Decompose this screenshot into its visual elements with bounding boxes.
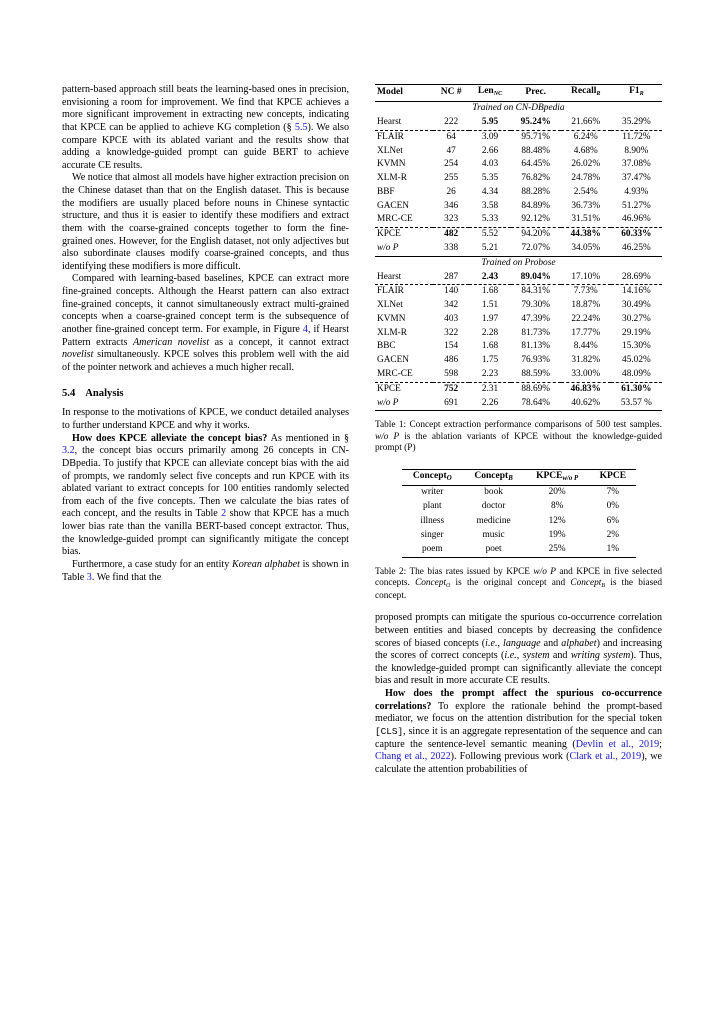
cell-len: 2.43 [481,271,499,282]
emphasis-text: system [522,650,550,662]
cell-recall: 24.78% [571,173,601,184]
paragraph-rp1: proposed prompts can mitigate the spurious co-occurrence correlation between entities and biased concepts by decreasing the confidence scores of biased concepts (i.e., language and alphabet) and increasing the scores of correct concepts (i.e., system and writing system). Thus, the knowledge-guided prompt can significantly alleviate the concept bias and result in more accurate CE results. [375,612,663,687]
table-row-ablation [375,397,662,411]
cell-kpce: 6% [606,515,620,526]
cell-len: 3.09 [481,131,499,142]
cell-len: 3.58 [481,200,499,211]
cell-len: 1.75 [481,355,499,366]
cell-kpce-wo-p: 20% [548,487,566,498]
section-number: 5.4 [62,388,76,400]
table-2-caption: Table 2: The bias rates issued by KPCE w/o P and KPCE in five selected concepts. Concept$_O$ is the original concept and Concept$_B$ is the biased concept. [375,566,662,601]
table-2-col-0: Concept$_O$ [412,470,452,482]
table-row-kpce [375,228,662,242]
cell-f1: 30.49% [622,300,651,311]
cell-f1: 11.72% [622,131,651,142]
table-1-col-recall: Recall$_R$ [571,86,601,97]
cell-concept-o: plant [422,501,442,512]
table-row-kpce [375,382,662,396]
emphasis-text: language [503,637,541,649]
emphasis-text: alphabet [561,637,597,649]
group-name: Trained on Probose [481,257,556,268]
cell-len: 1.97 [481,313,499,324]
citation-link[interactable]: 3.2 [62,445,75,457]
right-column [375,84,662,984]
cell-nc: 47 [446,145,456,156]
cell-prec: 81.13% [521,341,551,352]
cell-kpce-wo-p: 12% [548,515,566,526]
cell-len: 1.68 [481,341,499,352]
cell-model: w/o P [377,397,399,408]
cell-kpce: 0% [606,501,620,512]
cell-model: XLM-R [377,173,407,184]
cell-len: 5.21 [481,243,499,253]
cell-f1: 14.16% [622,286,651,297]
table-2-col-3: KPCE [599,470,627,481]
cell-len: 2.26 [481,397,499,408]
table-1-caption: Table 1: Concept extraction performance comparisons of 500 test samples. w/o P is the ablation variants of KPCE without the knowledge-guided prompt (P) [375,420,663,454]
cell-len: 4.34 [481,186,499,197]
cell-nc: 222 [444,116,459,127]
cell-len: 5.33 [481,214,499,225]
table-gap [375,455,662,469]
cell-model: Hearst [377,271,402,282]
paragraph-p6: Furthermore, a case study for an entity Korean alphabet is shown in Table 3. We find that the [62,558,349,583]
right-paragraphs [375,612,662,776]
table-row [375,340,662,354]
paragraph-heading: How does the prompt affect the spurious co-occurrence correlations? [375,688,662,712]
table-row [375,172,662,186]
emphasis-text: novelist [62,349,94,361]
cell-nc: 486 [444,355,459,366]
cell-model: FLAIR [377,131,404,142]
cell-model: GACEN [377,200,410,211]
table-1-header-row [375,85,662,102]
cell-concept-o: illness [420,515,445,526]
table-1 [375,84,662,411]
cell-nc: 403 [444,313,459,324]
table-row [402,529,636,543]
table-1-head [375,85,662,102]
table-row [375,285,662,299]
cell-f1: 8.90% [624,145,649,156]
cell-f1: 51.27% [622,200,651,211]
emphasis-text: i.e. [485,637,498,649]
cell-model: MRC-CE [377,214,413,225]
cell-model: XLNet [377,300,403,311]
two-column-layout [62,84,662,984]
right-text-gap [375,602,662,612]
table-1-col-f1: $F1_R$ [629,86,644,97]
citation-link[interactable]: 2 [221,508,227,520]
cell-nc: 287 [444,271,459,282]
cell-model: BBC [377,341,396,352]
cell-model: KVMN [377,159,406,170]
citation-link[interactable]: Chang et al., 2022 [375,751,451,763]
cell-model: KPCE [377,383,401,394]
cell-prec: 81.73% [521,327,551,338]
cell-len: 1.68 [481,286,499,297]
cell-kpce-wo-p: 25% [548,543,566,554]
cell-model: GACEN [377,355,410,366]
cell-nc: 254 [444,159,459,170]
cell-len: 1.51 [481,300,499,311]
citation-link[interactable]: 3 [86,571,92,583]
section-heading-analysis [62,387,349,400]
table-1-container [375,84,662,455]
cell-model: w/o P [377,243,399,253]
cell-model: FLAIR [377,286,404,297]
table-2-head [402,469,636,486]
cell-recall: 36.73% [571,200,601,211]
cell-recall: 44.38% [570,229,601,240]
cell-nc: 346 [444,200,459,211]
cell-prec: 76.93% [521,355,551,366]
cell-prec: 88.69% [521,383,551,394]
cell-f1: 28.69% [622,271,651,282]
subscript-text: O [446,582,451,589]
cell-prec: 89.04% [520,271,551,282]
cell-recall: 17.10% [571,271,601,282]
table-row [375,144,662,158]
cell-kpce: 1% [606,543,620,554]
table-row [375,158,662,172]
cell-kpce: 2% [606,529,620,540]
cell-prec: 92.12% [521,214,551,225]
table-row [402,486,636,501]
cell-model: XLNet [377,145,403,156]
cell-kpce-wo-p: 19% [548,529,566,540]
cell-concept-o: singer [420,529,444,540]
cell-kpce: 7% [606,487,620,498]
table-2-header-row [402,469,636,486]
cell-recall: 8.44% [573,341,598,352]
paragraph-rp2: How does the prompt affect the spurious co-occurrence correlations? To explore the rationale behind the prompt-based mediator, we focus on the attention distribution for the special token [CLS], since it is an aggregate representation of the sequence and can capture the sentence-level semantic meaning (Devlin et al., 2019; Chang et al., 2022). Following previous work (Clark et al., 2019), we calculate the attention probabilities of [375,688,662,775]
emphasis-text: i.e. [504,650,517,662]
table-row [375,313,662,327]
cell-nc: 752 [444,383,459,394]
paragraph-heading: How does KPCE alleviate the concept bias? [72,432,268,444]
paragraph-p3: Compared with learning-based baselines, KPCE can extract more fine-grained concepts. Although the Hearst pattern can also extract fine-grained concepts, it cannot simultaneously extract multi-grained concepts when a coarse-grained concept term is the subsequence of another fine-grained concept term. For example, in Figure 4, if Hearst Pattern extracts American novelist as a concept, it cannot extract novelist simultaneously. KPCE solves this problem well with the aid of the pointer network and achieves a much higher recall. [62,273,349,373]
cell-recall: 33.00% [571,369,601,380]
emphasis-text: Korean alphabet [231,558,300,570]
cell-recall: 31.82% [571,355,601,366]
cell-prec: 88.59% [521,369,551,380]
cell-f1: 4.93% [624,186,649,197]
cell-f1: 48.09% [622,369,651,380]
cell-recall: 6.24% [573,131,598,142]
cell-concept-b: poet [485,543,502,554]
cell-recall: 2.54% [573,186,598,197]
cell-concept-b: doctor [481,501,506,512]
cell-concept-b: music [482,529,505,540]
left-paragraphs-top [62,84,349,374]
cell-concept-o: writer [421,487,444,498]
emphasis-text: Concept [570,578,602,589]
citation-link[interactable]: Devlin et al., 2019 [575,738,660,750]
cell-prec: 72.07% [521,243,551,253]
table-row [375,327,662,341]
table-1-col-model: Model [377,86,403,97]
cell-f1: 37.08% [622,159,651,170]
cell-f1: 30.27% [622,313,651,324]
cell-nc: 338 [444,243,459,253]
table-row [375,200,662,214]
cell-f1: 37.47% [622,173,651,184]
paragraph-p4: In response to the motivations of KPCE, we conduct detailed analyses to further understand KPCE and why it works. [62,407,349,431]
cell-recall: 40.62% [571,397,601,408]
cell-len: 2.66 [481,145,499,156]
cell-concept-o: poem [421,543,443,554]
table-1-group-label [375,256,662,270]
cell-nc: 323 [444,214,459,225]
table-row-hearst [375,270,662,284]
cell-nc: 140 [444,286,459,297]
cell-f1: 15.30% [622,341,651,352]
table-row-hearst [375,116,662,130]
cell-nc: 598 [444,369,459,380]
cell-f1: 45.02% [622,355,651,366]
left-column [62,84,349,984]
cell-concept-b: medicine [476,515,511,526]
emphasis-text: w/o P [375,431,400,442]
cell-prec: 84.89% [521,200,551,211]
table-row [375,186,662,200]
cell-recall: 17.77% [571,327,601,338]
table-row [375,299,662,313]
paragraph-p5: How does KPCE alleviate the concept bias? As mentioned in § 3.2, the concept bias occurs primarily among 26 concepts in CN-DBpedia. To justify that KPCE can alleviate concept bias with the aid of prompts, we randomly select five concepts and run KPCE with its ablated variant to extract concepts for 100 entities randomly selected from each of the five concepts. Then we calculate the bias rates of each concept, and the results in Table 2 show that KPCE has a much lower bias rate than the vanilla BERT-based concept extractor. Thus, the knowledge-guided prompt can significantly mitigate the concept bias. [62,432,350,558]
cell-kpce-wo-p: 8% [550,501,564,512]
cell-nc: 342 [444,300,459,311]
table-row [402,500,636,514]
cell-model: MRC-CE [377,369,413,380]
table-row [375,368,662,382]
cell-f1: 46.96% [622,214,651,225]
cell-prec: 95.71% [521,131,551,142]
cell-prec: 94.20% [521,229,551,240]
cell-model: KVMN [377,313,406,324]
cell-len: 5.52 [481,229,499,240]
paragraph-p1: pattern-based approach still beats the learning-based ones in precision, envisioning a room for improvement. We find that KPCE achieves a more significant improvement in extracting new concepts, indicating that KPCE can be applied to achieve KG completion (§ 5.5). We also compare KPCE with its ablated variant and the results show that adding a knowledge-guided prompt can guide BERT to achieve accurate CE results. [62,84,350,171]
cell-recall: 18.87% [571,300,601,311]
cell-nc: 255 [444,173,459,184]
cell-len: 5.35 [481,173,499,184]
emphasis-text: writing system [570,650,631,662]
cell-len: 2.28 [481,327,499,338]
cell-model: BBF [377,186,395,197]
cell-recall: 31.51% [571,214,601,225]
table-2-container [375,469,662,602]
cell-prec: 84.31% [521,286,551,297]
cell-len: 2.31 [481,383,499,394]
group-name: Trained on CN-DBpedia [472,103,565,114]
cell-model: Hearst [377,116,402,127]
citation-link[interactable]: 4 [302,323,308,335]
paragraph-p2: We notice that almost all models have higher extraction precision on the Chinese dataset than that on the English dataset. This is because the modifiers are usually placed before nouns in Chinese syntactic structure, and thus it is easier to identify these modifiers and extract them with the coarse-grained concepts together to form the fine-grained ones. However, for the English dataset, not only adjectives but also subordinate clauses modify coarse-grained concepts, and thus identifying these modifiers is more difficult. [62,172,349,272]
cell-recall: 21.66% [571,116,601,127]
cell-f1: 61.30% [621,383,652,394]
cell-recall: 26.02% [571,159,601,170]
table-row [402,514,636,528]
cell-f1: 35.29% [622,116,651,127]
cell-recall: 34.05% [571,243,601,253]
cell-prec: 76.82% [521,173,551,184]
cell-model: KPCE [377,229,401,240]
cell-nc: 322 [444,327,459,338]
table-1-body [375,102,662,411]
table-2-col-1: Concept$_B$ [474,470,513,482]
table-row [375,354,662,368]
citation-link[interactable]: Clark et al., 2019 [569,751,642,763]
cell-prec: 47.39% [521,313,551,324]
code-token: [CLS] [375,725,404,737]
cell-recall: 7.73% [573,286,598,297]
cell-recall: 4.68% [573,145,598,156]
cell-len: 2.23 [481,369,499,380]
table-row [375,130,662,144]
table-row [375,213,662,227]
table-row [402,543,636,558]
citation-link[interactable]: 5.5 [294,121,308,133]
cell-prec: 95.24% [520,116,551,127]
cell-prec: 79.30% [521,300,551,311]
table-2-body [402,486,636,557]
cell-nc: 691 [444,397,459,408]
subscript-text: B [601,582,606,589]
cell-concept-b: book [484,487,503,498]
emphasis-text: w/o P [533,566,556,577]
cell-nc: 64 [446,131,456,142]
left-paragraphs-bottom [62,407,349,584]
table-1-col-nc: NC # [440,86,462,97]
cell-nc: 482 [444,229,459,240]
table-2 [402,469,636,558]
cell-model: XLM-R [377,327,407,338]
section-title: Analysis [85,388,124,400]
cell-len: 4.03 [481,159,499,170]
cell-prec: 88.28% [521,186,551,197]
cell-nc: 26 [446,186,456,197]
emphasis-text: American novelist [133,336,210,348]
table-row-ablation [375,242,662,256]
cell-f1: 29.19% [622,327,651,338]
cell-len: 5.95 [481,116,499,127]
cell-nc: 154 [444,341,459,352]
cell-prec: 64.45% [521,159,551,170]
cell-f1: 53.57 % [620,397,652,408]
cell-prec: 88.48% [521,145,551,156]
table-1-col-prec: Prec. [525,86,547,97]
table-1-col-len: Len$_{NC}$ [477,86,503,97]
table-2-col-2: $KPCE_{w/o P}$ [536,470,579,482]
table-1-group-label [375,102,662,116]
cell-recall: 46.83% [570,383,601,394]
cell-recall: 22.24% [571,313,601,324]
cell-f1: 46.25% [622,243,651,253]
cell-f1: 60.33% [621,229,652,240]
emphasis-text: Concept [415,578,447,589]
cell-prec: 78.64% [521,397,551,408]
